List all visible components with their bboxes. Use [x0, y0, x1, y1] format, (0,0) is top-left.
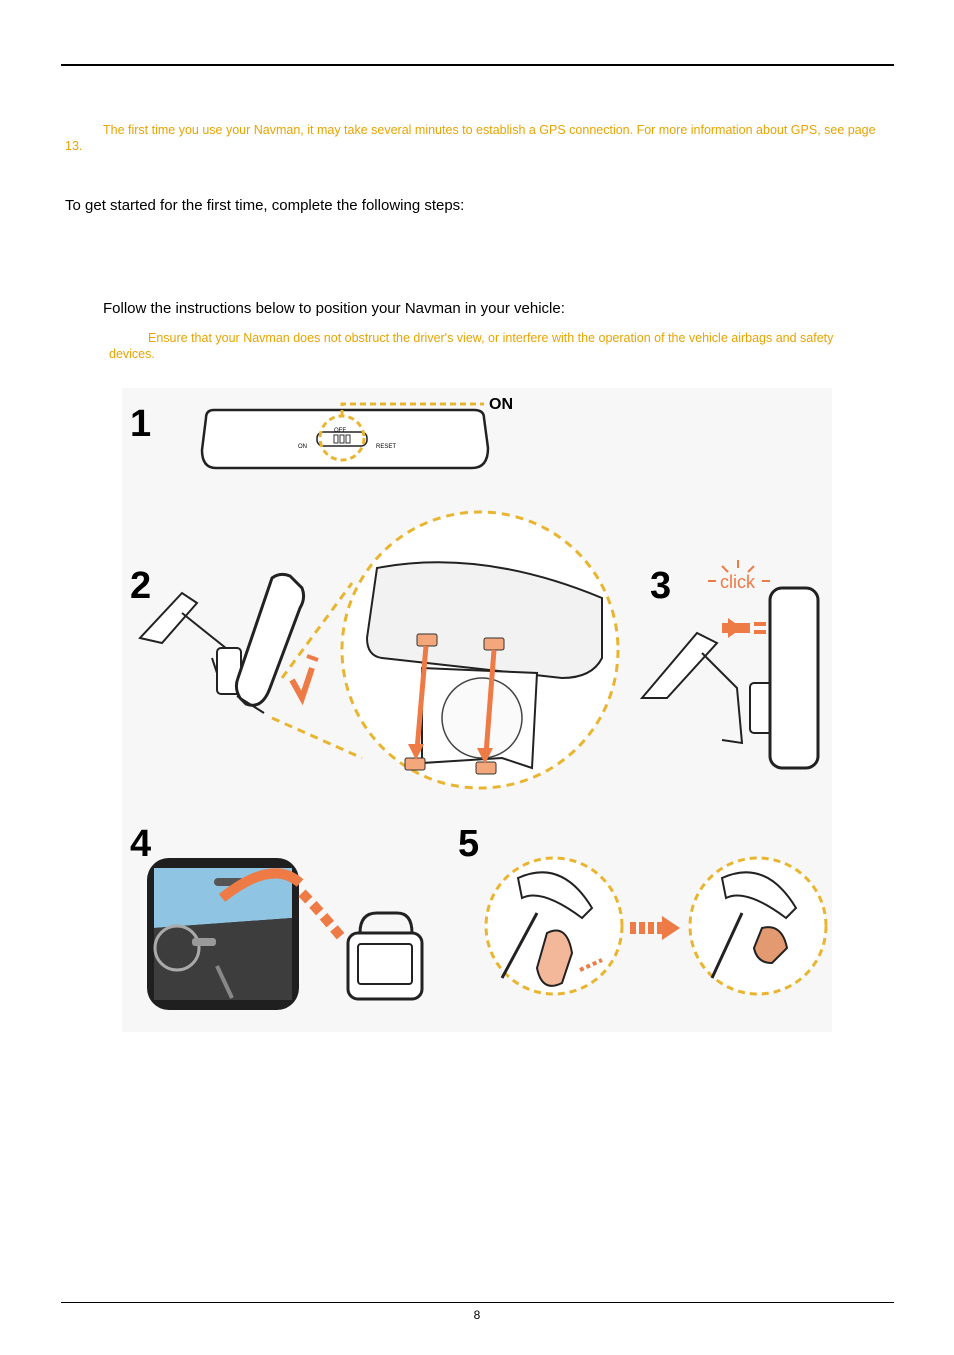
intro-text: To get started for the first time, complete the following steps: — [65, 197, 465, 214]
device-top-view — [202, 404, 488, 468]
step-1-number: 1 — [130, 403, 152, 445]
step-2-number: 2 — [130, 565, 152, 607]
switch-off-label: OFF — [334, 428, 346, 434]
position-instructions: Follow the instructions below to position your Navman in your vehicle: — [103, 300, 565, 317]
footer-rule — [61, 1302, 894, 1303]
switch-on-label: ON — [298, 444, 307, 450]
step-4-number: 4 — [130, 823, 152, 865]
click-label: click — [720, 572, 755, 592]
navman-device-front — [348, 913, 422, 999]
step-5-arrow — [630, 916, 680, 940]
step-3-number: 3 — [650, 565, 672, 607]
gps-note: The first time you use your Navman, it may take several minutes to establish a GPS connection. For more information about GPS, see page 13. — [65, 123, 876, 153]
on-callout-label: ON — [489, 396, 513, 413]
safety-note: Ensure that your Navman does not obstruct the driver's view, or interfere with the operation of the vehicle airbags and safety devices. — [109, 331, 834, 361]
switch-reset-label: RESET — [376, 444, 397, 450]
page-number: 8 — [473, 1308, 481, 1322]
click-indicator — [708, 560, 770, 592]
suction-lever-after — [690, 858, 826, 994]
step-5-number: 5 — [458, 823, 480, 865]
mount-zoom-callout — [272, 512, 618, 788]
header-rule — [61, 64, 894, 66]
mount-and-device-step-3 — [642, 588, 818, 768]
mount-and-device-step-2 — [140, 574, 318, 713]
car-interior-illustration — [147, 858, 342, 1010]
suction-lever-before — [486, 858, 622, 994]
installation-illustration — [122, 388, 832, 1032]
